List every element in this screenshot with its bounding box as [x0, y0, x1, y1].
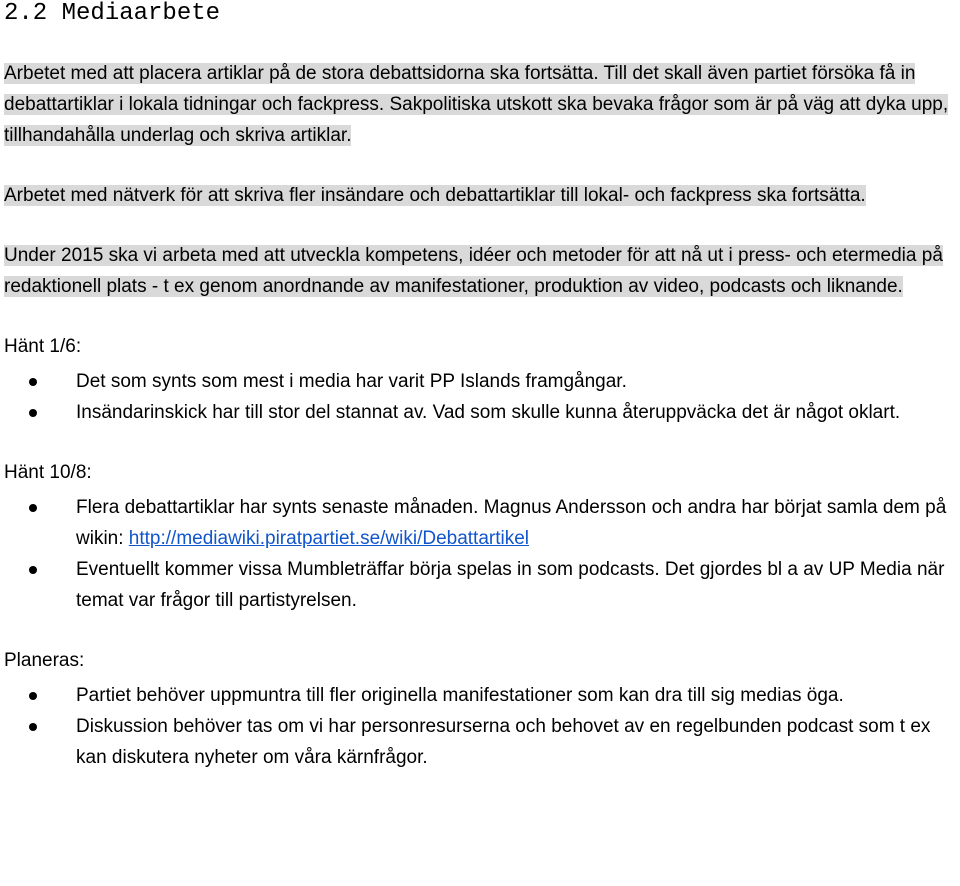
list-item	[4, 680, 960, 711]
list-item-text: Flera debattartiklar har synts senaste månaden. Magnus Andersson och andra har börjat samla dem på wikin:	[76, 497, 947, 549]
list-item	[4, 492, 960, 554]
subheading-planeras: Planeras:	[4, 650, 85, 671]
bullet-list-hant-10-8	[4, 492, 960, 616]
bullet-icon	[29, 504, 37, 512]
list-item	[4, 711, 960, 773]
bullet-icon	[29, 409, 37, 417]
bullet-icon	[29, 566, 37, 574]
list-item	[4, 397, 960, 428]
paragraph-2015-plan	[4, 240, 960, 302]
subheading-hant-1-6: Hänt 1/6:	[4, 336, 82, 357]
bullet-icon	[29, 692, 37, 700]
list-item	[4, 366, 960, 397]
bullet-list-hant-1-6	[4, 366, 960, 428]
bullet-icon	[29, 378, 37, 386]
section-title: 2.2 Mediaarbete	[4, 0, 221, 27]
list-item	[4, 554, 960, 616]
highlighted-text: Arbetet med nätverk för att skriva fler insändare och debattartiklar till lokal- och fackpress ska fortsätta.	[4, 185, 866, 206]
list-item-text: Det som synts som mest i media har varit PP Islands framgångar.	[76, 371, 627, 392]
list-item-text: Partiet behöver uppmuntra till fler originella manifestationer som kan dra till sig medias öga.	[76, 685, 844, 706]
list-item-text: Insändarinskick har till stor del stannat av. Vad som skulle kunna återuppväcka det är något oklart.	[76, 402, 901, 423]
highlighted-text: Arbetet med att placera artiklar på de stora debattsidorna ska fortsätta. Till det skall även partiet försöka få in debattartiklar i lokala tidningar och fackpress. Sakpolitiska utskott ska bevaka frågor som är på väg att dyka upp, tillhandahålla underlag och skriva artiklar.	[4, 63, 949, 146]
bullet-icon	[29, 723, 37, 731]
debattartikel-wiki-link[interactable]: http://mediawiki.piratpartiet.se/wiki/Debattartikel	[128, 528, 530, 549]
list-item-text: Eventuellt kommer vissa Mumbleträffar börja spelas in som podcasts. Det gjordes bl a av UP Media när temat var frågor till partistyrelsen.	[76, 559, 945, 611]
paragraph-debate-pages	[4, 58, 960, 151]
paragraph-network	[4, 180, 960, 211]
subheading-hant-10-8: Hänt 10/8:	[4, 462, 92, 483]
bullet-list-planeras	[4, 680, 960, 773]
highlighted-text: Under 2015 ska vi arbeta med att utveckla kompetens, idéer och metoder för att nå ut i press- och etermedia på redaktionell plats - t ex genom anordnande av manifestationer, produktion av video, podcasts och liknande.	[4, 245, 943, 297]
list-item-text: Diskussion behöver tas om vi har personresurserna och behovet av en regelbunden podcast som t ex kan diskutera nyheter om våra kärnfrågor.	[76, 716, 931, 768]
